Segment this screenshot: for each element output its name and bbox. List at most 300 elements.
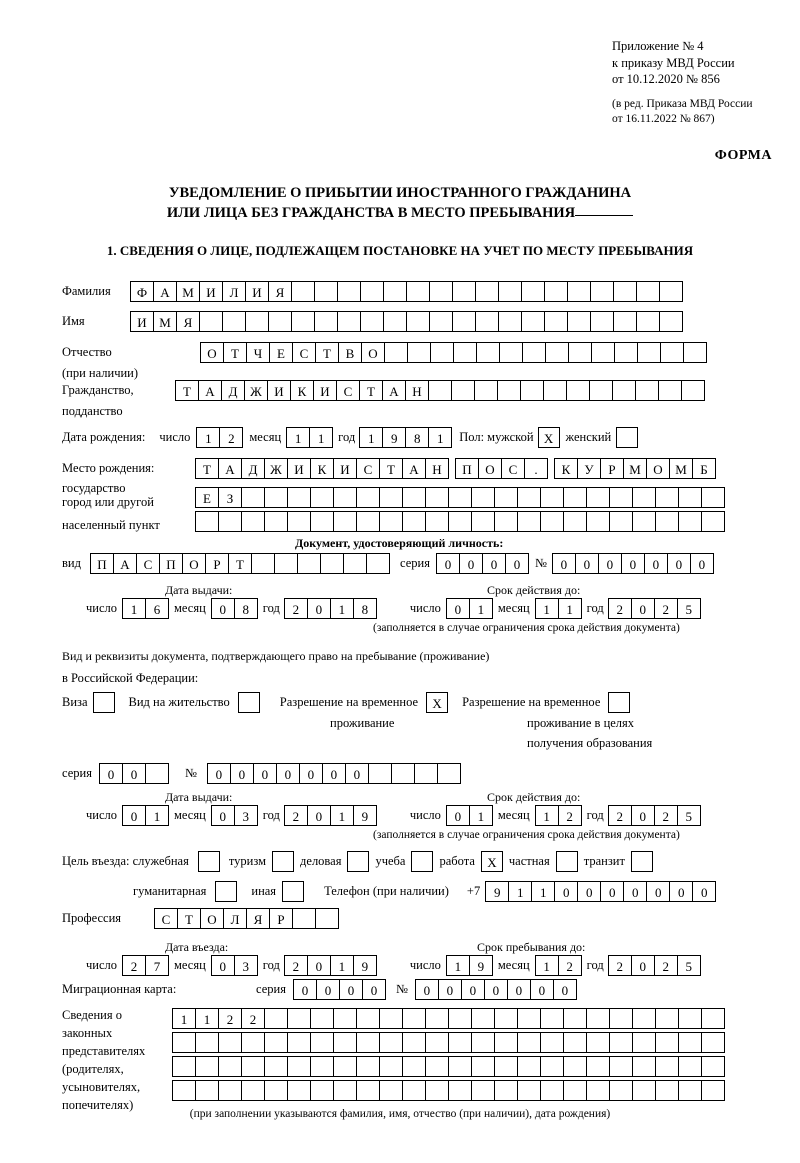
char-cell[interactable] — [517, 1032, 541, 1053]
char-cell[interactable] — [291, 311, 315, 332]
char-cell[interactable] — [659, 281, 683, 302]
purpose-study-checkbox[interactable] — [411, 851, 433, 872]
char-cell[interactable]: 0 — [307, 805, 331, 826]
char-cell[interactable] — [678, 487, 702, 508]
doc-valid-day-input[interactable] — [446, 598, 493, 619]
char-cell[interactable]: И — [130, 311, 154, 332]
char-cell[interactable]: 0 — [644, 553, 668, 574]
char-cell[interactable] — [701, 1008, 725, 1029]
char-cell[interactable] — [609, 1080, 633, 1101]
char-cell[interactable]: 0 — [438, 979, 462, 1000]
char-cell[interactable] — [287, 1056, 311, 1077]
char-cell[interactable] — [241, 1056, 265, 1077]
profession-input[interactable] — [154, 908, 339, 929]
char-cell[interactable] — [586, 487, 610, 508]
char-cell[interactable] — [383, 311, 407, 332]
char-cell[interactable]: 2 — [284, 955, 308, 976]
char-cell[interactable]: 1 — [330, 805, 354, 826]
char-cell[interactable] — [297, 553, 321, 574]
char-cell[interactable]: 0 — [553, 979, 577, 1000]
char-cell[interactable]: С — [501, 458, 525, 479]
char-cell[interactable] — [609, 1056, 633, 1077]
char-cell[interactable] — [172, 1080, 196, 1101]
char-cell[interactable]: . — [524, 458, 548, 479]
char-cell[interactable]: Д — [241, 458, 265, 479]
char-cell[interactable]: 0 — [482, 553, 506, 574]
char-cell[interactable]: Ж — [264, 458, 288, 479]
char-cell[interactable]: Т — [175, 380, 199, 401]
char-cell[interactable] — [287, 1032, 311, 1053]
char-cell[interactable] — [471, 1032, 495, 1053]
char-cell[interactable] — [218, 511, 242, 532]
char-cell[interactable] — [540, 1080, 564, 1101]
char-cell[interactable]: 0 — [446, 598, 470, 619]
char-cell[interactable] — [245, 311, 269, 332]
char-cell[interactable]: 0 — [598, 553, 622, 574]
char-cell[interactable] — [563, 511, 587, 532]
char-cell[interactable] — [613, 281, 637, 302]
char-cell[interactable]: М — [176, 281, 200, 302]
purpose-transit-checkbox[interactable] — [631, 851, 653, 872]
char-cell[interactable]: 0 — [293, 979, 317, 1000]
char-cell[interactable]: 0 — [554, 881, 578, 902]
char-cell[interactable]: Т — [315, 342, 339, 363]
char-cell[interactable] — [655, 1080, 679, 1101]
char-cell[interactable]: Л — [223, 908, 247, 929]
temp-residence-checkbox[interactable]: Х — [426, 692, 448, 713]
char-cell[interactable]: 0 — [436, 553, 460, 574]
char-cell[interactable]: 1 — [309, 427, 333, 448]
char-cell[interactable] — [292, 908, 316, 929]
char-cell[interactable] — [448, 1032, 472, 1053]
purpose-other-checkbox[interactable] — [282, 881, 304, 902]
char-cell[interactable]: 0 — [575, 553, 599, 574]
char-cell[interactable]: Б — [692, 458, 716, 479]
char-cell[interactable]: И — [245, 281, 269, 302]
char-cell[interactable]: 0 — [253, 763, 277, 784]
char-cell[interactable] — [471, 511, 495, 532]
char-cell[interactable] — [391, 763, 415, 784]
char-cell[interactable] — [402, 1032, 426, 1053]
char-cell[interactable]: 1 — [428, 427, 452, 448]
char-cell[interactable]: П — [455, 458, 479, 479]
char-cell[interactable]: 0 — [299, 763, 323, 784]
residence-checkbox[interactable] — [238, 692, 260, 713]
char-cell[interactable] — [379, 487, 403, 508]
char-cell[interactable] — [425, 1008, 449, 1029]
stay-valid-day-input[interactable] — [446, 805, 493, 826]
char-cell[interactable]: Я — [268, 281, 292, 302]
char-cell[interactable]: 5 — [677, 805, 701, 826]
char-cell[interactable] — [632, 511, 656, 532]
char-cell[interactable]: 9 — [485, 881, 509, 902]
char-cell[interactable] — [586, 1080, 610, 1101]
doc-valid-year-input[interactable] — [608, 598, 701, 619]
mig-series-input[interactable] — [293, 979, 386, 1000]
char-cell[interactable] — [659, 311, 683, 332]
visa-checkbox[interactable] — [93, 692, 115, 713]
char-cell[interactable]: 0 — [623, 881, 647, 902]
char-cell[interactable]: 1 — [172, 1008, 196, 1029]
char-cell[interactable] — [356, 487, 380, 508]
char-cell[interactable]: 2 — [608, 598, 632, 619]
char-cell[interactable] — [563, 1008, 587, 1029]
char-cell[interactable] — [540, 1032, 564, 1053]
char-cell[interactable]: 3 — [234, 955, 258, 976]
char-cell[interactable] — [379, 511, 403, 532]
char-cell[interactable]: Р — [600, 458, 624, 479]
char-cell[interactable] — [567, 311, 591, 332]
char-cell[interactable] — [356, 1032, 380, 1053]
stay-number-input[interactable] — [207, 763, 461, 784]
char-cell[interactable] — [498, 311, 522, 332]
char-cell[interactable]: И — [287, 458, 311, 479]
char-cell[interactable]: Р — [205, 553, 229, 574]
char-cell[interactable] — [494, 487, 518, 508]
char-cell[interactable] — [268, 311, 292, 332]
char-cell[interactable] — [145, 763, 169, 784]
char-cell[interactable]: 9 — [353, 955, 377, 976]
char-cell[interactable] — [241, 511, 265, 532]
char-cell[interactable] — [609, 1032, 633, 1053]
char-cell[interactable] — [563, 487, 587, 508]
char-cell[interactable]: О — [646, 458, 670, 479]
stay-end-day-input[interactable] — [446, 955, 493, 976]
char-cell[interactable] — [379, 1032, 403, 1053]
char-cell[interactable] — [337, 311, 361, 332]
char-cell[interactable]: К — [554, 458, 578, 479]
char-cell[interactable] — [540, 1008, 564, 1029]
doc-series-input[interactable] — [436, 553, 529, 574]
char-cell[interactable] — [448, 1080, 472, 1101]
char-cell[interactable] — [333, 1032, 357, 1053]
char-cell[interactable]: С — [336, 380, 360, 401]
char-cell[interactable] — [430, 342, 454, 363]
char-cell[interactable] — [678, 1008, 702, 1029]
char-cell[interactable] — [636, 311, 660, 332]
char-cell[interactable]: 0 — [667, 553, 691, 574]
char-cell[interactable] — [568, 342, 592, 363]
sex-female-checkbox[interactable] — [616, 427, 638, 448]
char-cell[interactable] — [379, 1056, 403, 1077]
stay-valid-year-input[interactable] — [608, 805, 701, 826]
char-cell[interactable] — [678, 1056, 702, 1077]
char-cell[interactable] — [637, 342, 661, 363]
char-cell[interactable]: Л — [222, 281, 246, 302]
char-cell[interactable] — [429, 311, 453, 332]
char-cell[interactable] — [360, 311, 384, 332]
stay-end-month-input[interactable] — [535, 955, 582, 976]
char-cell[interactable] — [521, 281, 545, 302]
char-cell[interactable]: 0 — [99, 763, 123, 784]
char-cell[interactable] — [612, 380, 636, 401]
char-cell[interactable]: О — [361, 342, 385, 363]
sex-male-checkbox[interactable]: Х — [538, 427, 560, 448]
char-cell[interactable] — [310, 1008, 334, 1029]
char-cell[interactable] — [655, 1032, 679, 1053]
char-cell[interactable]: 0 — [230, 763, 254, 784]
char-cell[interactable] — [333, 1056, 357, 1077]
char-cell[interactable] — [195, 1056, 219, 1077]
patronymic-input[interactable] — [200, 342, 707, 363]
char-cell[interactable] — [517, 1008, 541, 1029]
char-cell[interactable] — [451, 380, 475, 401]
char-cell[interactable]: М — [669, 458, 693, 479]
char-cell[interactable]: У — [577, 458, 601, 479]
char-cell[interactable] — [494, 1080, 518, 1101]
char-cell[interactable] — [407, 342, 431, 363]
char-cell[interactable]: 1 — [535, 598, 559, 619]
char-cell[interactable]: 0 — [621, 553, 645, 574]
char-cell[interactable] — [543, 380, 567, 401]
char-cell[interactable] — [448, 511, 472, 532]
char-cell[interactable]: А — [402, 458, 426, 479]
char-cell[interactable] — [402, 511, 426, 532]
char-cell[interactable]: А — [382, 380, 406, 401]
char-cell[interactable] — [368, 763, 392, 784]
char-cell[interactable]: З — [218, 487, 242, 508]
char-cell[interactable] — [402, 1080, 426, 1101]
surname-input[interactable] — [130, 281, 683, 302]
char-cell[interactable]: 0 — [345, 763, 369, 784]
char-cell[interactable]: Е — [195, 487, 219, 508]
doc-valid-month-input[interactable] — [535, 598, 582, 619]
char-cell[interactable] — [494, 1056, 518, 1077]
char-cell[interactable] — [429, 281, 453, 302]
char-cell[interactable] — [655, 487, 679, 508]
char-cell[interactable]: 0 — [316, 979, 340, 1000]
char-cell[interactable] — [613, 311, 637, 332]
char-cell[interactable]: Ч — [246, 342, 270, 363]
char-cell[interactable] — [609, 511, 633, 532]
char-cell[interactable] — [590, 311, 614, 332]
char-cell[interactable]: 1 — [535, 805, 559, 826]
char-cell[interactable] — [406, 281, 430, 302]
char-cell[interactable] — [567, 281, 591, 302]
char-cell[interactable]: С — [356, 458, 380, 479]
char-cell[interactable]: 0 — [211, 955, 235, 976]
char-cell[interactable] — [287, 1080, 311, 1101]
char-cell[interactable] — [218, 1080, 242, 1101]
char-cell[interactable]: 1 — [286, 427, 310, 448]
char-cell[interactable] — [635, 380, 659, 401]
char-cell[interactable] — [678, 511, 702, 532]
char-cell[interactable]: 0 — [631, 955, 655, 976]
char-cell[interactable] — [310, 1032, 334, 1053]
char-cell[interactable] — [590, 281, 614, 302]
char-cell[interactable]: О — [200, 342, 224, 363]
char-cell[interactable] — [678, 1032, 702, 1053]
char-cell[interactable] — [425, 1032, 449, 1053]
char-cell[interactable]: Т — [223, 342, 247, 363]
char-cell[interactable] — [333, 511, 357, 532]
char-cell[interactable]: 0 — [692, 881, 716, 902]
char-cell[interactable] — [586, 511, 610, 532]
char-cell[interactable]: Д — [221, 380, 245, 401]
char-cell[interactable]: 2 — [284, 598, 308, 619]
doc-issue-day-input[interactable] — [122, 598, 169, 619]
char-cell[interactable]: 2 — [122, 955, 146, 976]
char-cell[interactable] — [264, 1008, 288, 1029]
purpose-private-checkbox[interactable] — [556, 851, 578, 872]
entry-year-input[interactable] — [284, 955, 377, 976]
char-cell[interactable]: 2 — [219, 427, 243, 448]
char-cell[interactable]: 0 — [577, 881, 601, 902]
char-cell[interactable]: Т — [379, 458, 403, 479]
char-cell[interactable] — [287, 511, 311, 532]
citizenship-input[interactable] — [175, 380, 705, 401]
char-cell[interactable] — [195, 1080, 219, 1101]
char-cell[interactable] — [544, 311, 568, 332]
char-cell[interactable] — [681, 380, 705, 401]
char-cell[interactable]: 0 — [211, 598, 235, 619]
char-cell[interactable] — [356, 1080, 380, 1101]
stay-series-input[interactable] — [99, 763, 169, 784]
char-cell[interactable] — [379, 1008, 403, 1029]
char-cell[interactable] — [448, 487, 472, 508]
birth-place-extra-input[interactable] — [195, 511, 725, 532]
legal-reps-row-2-input[interactable] — [172, 1032, 725, 1053]
birth-year-input[interactable] — [359, 427, 452, 448]
char-cell[interactable]: И — [267, 380, 291, 401]
char-cell[interactable] — [540, 487, 564, 508]
char-cell[interactable] — [471, 1008, 495, 1029]
char-cell[interactable] — [310, 511, 334, 532]
char-cell[interactable] — [218, 1032, 242, 1053]
char-cell[interactable]: 9 — [469, 955, 493, 976]
char-cell[interactable] — [291, 281, 315, 302]
legal-reps-row-3-input[interactable] — [172, 1056, 725, 1077]
char-cell[interactable]: 0 — [631, 598, 655, 619]
char-cell[interactable] — [655, 1056, 679, 1077]
char-cell[interactable] — [356, 1008, 380, 1029]
char-cell[interactable] — [402, 1008, 426, 1029]
char-cell[interactable] — [414, 763, 438, 784]
char-cell[interactable]: 9 — [353, 805, 377, 826]
char-cell[interactable] — [425, 1056, 449, 1077]
char-cell[interactable] — [609, 1008, 633, 1029]
char-cell[interactable] — [521, 311, 545, 332]
char-cell[interactable]: 1 — [469, 598, 493, 619]
char-cell[interactable] — [314, 311, 338, 332]
char-cell[interactable]: В — [338, 342, 362, 363]
stay-valid-month-input[interactable] — [535, 805, 582, 826]
char-cell[interactable]: 0 — [307, 955, 331, 976]
char-cell[interactable] — [264, 1056, 288, 1077]
purpose-work-checkbox[interactable]: Х — [481, 851, 503, 872]
char-cell[interactable] — [264, 1032, 288, 1053]
char-cell[interactable] — [701, 1032, 725, 1053]
char-cell[interactable] — [632, 1080, 656, 1101]
char-cell[interactable]: А — [113, 553, 137, 574]
char-cell[interactable]: 1 — [446, 955, 470, 976]
char-cell[interactable]: 1 — [330, 955, 354, 976]
entry-month-input[interactable] — [211, 955, 258, 976]
char-cell[interactable] — [199, 311, 223, 332]
char-cell[interactable] — [540, 511, 564, 532]
char-cell[interactable]: 1 — [558, 598, 582, 619]
char-cell[interactable]: 1 — [330, 598, 354, 619]
char-cell[interactable] — [314, 281, 338, 302]
char-cell[interactable]: С — [136, 553, 160, 574]
char-cell[interactable] — [402, 1056, 426, 1077]
char-cell[interactable] — [563, 1056, 587, 1077]
char-cell[interactable] — [172, 1056, 196, 1077]
char-cell[interactable]: 0 — [307, 598, 331, 619]
stay-issue-day-input[interactable] — [122, 805, 169, 826]
char-cell[interactable] — [356, 511, 380, 532]
char-cell[interactable] — [563, 1080, 587, 1101]
purpose-official-checkbox[interactable] — [198, 851, 220, 872]
legal-reps-row-4-input[interactable] — [172, 1080, 725, 1101]
char-cell[interactable] — [586, 1008, 610, 1029]
char-cell[interactable] — [563, 1032, 587, 1053]
char-cell[interactable] — [632, 1056, 656, 1077]
char-cell[interactable]: О — [478, 458, 502, 479]
char-cell[interactable] — [310, 1056, 334, 1077]
char-cell[interactable]: Т — [359, 380, 383, 401]
char-cell[interactable] — [425, 487, 449, 508]
char-cell[interactable]: 8 — [234, 598, 258, 619]
char-cell[interactable] — [452, 281, 476, 302]
char-cell[interactable]: Е — [269, 342, 293, 363]
char-cell[interactable] — [274, 553, 298, 574]
char-cell[interactable] — [591, 342, 615, 363]
char-cell[interactable]: 1 — [196, 427, 220, 448]
char-cell[interactable]: П — [90, 553, 114, 574]
char-cell[interactable]: И — [313, 380, 337, 401]
char-cell[interactable] — [315, 908, 339, 929]
char-cell[interactable]: 2 — [654, 598, 678, 619]
char-cell[interactable]: 0 — [505, 553, 529, 574]
char-cell[interactable] — [474, 380, 498, 401]
char-cell[interactable] — [264, 487, 288, 508]
char-cell[interactable]: П — [159, 553, 183, 574]
char-cell[interactable]: 2 — [654, 955, 678, 976]
char-cell[interactable] — [471, 1080, 495, 1101]
char-cell[interactable]: Р — [269, 908, 293, 929]
char-cell[interactable] — [195, 1032, 219, 1053]
char-cell[interactable]: 0 — [415, 979, 439, 1000]
phone-input[interactable] — [485, 881, 716, 902]
char-cell[interactable]: Т — [177, 908, 201, 929]
char-cell[interactable]: 1 — [145, 805, 169, 826]
char-cell[interactable] — [251, 553, 275, 574]
char-cell[interactable] — [701, 1080, 725, 1101]
char-cell[interactable]: Ж — [244, 380, 268, 401]
char-cell[interactable]: К — [310, 458, 334, 479]
char-cell[interactable]: 0 — [122, 763, 146, 784]
char-cell[interactable] — [310, 1080, 334, 1101]
char-cell[interactable]: 0 — [600, 881, 624, 902]
char-cell[interactable] — [287, 1008, 311, 1029]
char-cell[interactable] — [425, 1080, 449, 1101]
char-cell[interactable] — [384, 342, 408, 363]
char-cell[interactable] — [218, 1056, 242, 1077]
char-cell[interactable] — [320, 553, 344, 574]
char-cell[interactable] — [333, 1008, 357, 1029]
char-cell[interactable]: 8 — [405, 427, 429, 448]
char-cell[interactable] — [383, 281, 407, 302]
char-cell[interactable] — [425, 511, 449, 532]
char-cell[interactable] — [522, 342, 546, 363]
char-cell[interactable]: 3 — [234, 805, 258, 826]
char-cell[interactable]: 0 — [646, 881, 670, 902]
char-cell[interactable] — [310, 487, 334, 508]
char-cell[interactable] — [632, 1032, 656, 1053]
char-cell[interactable] — [517, 1056, 541, 1077]
char-cell[interactable] — [609, 487, 633, 508]
